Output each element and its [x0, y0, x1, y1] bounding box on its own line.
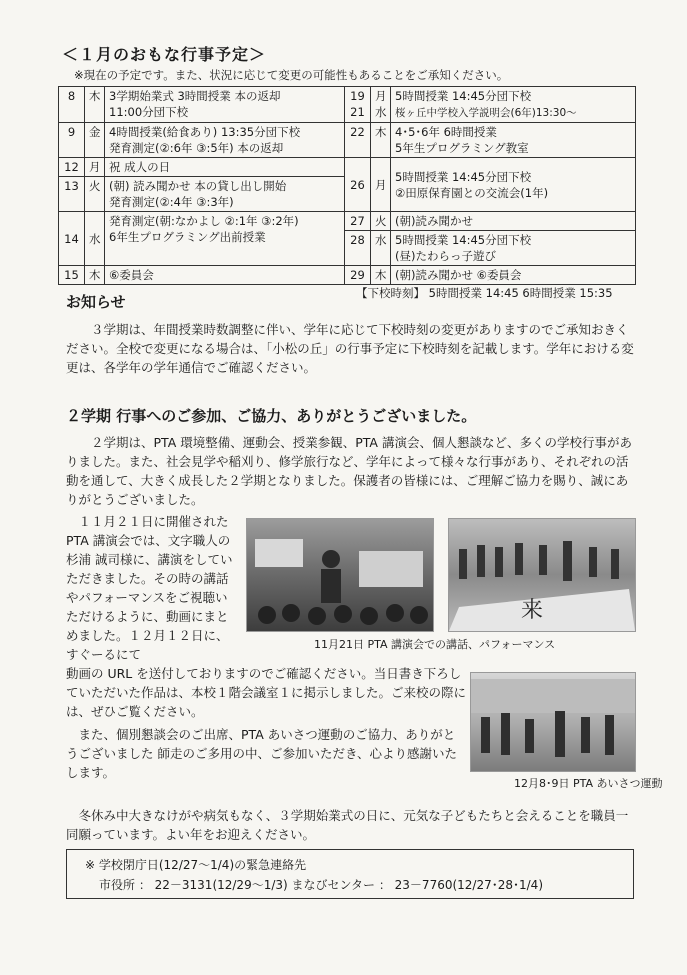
schedule-note: ※現在の予定です。また、状況に応じて変更の可能性もあることをご承知ください。 [74, 68, 509, 82]
performance-photo-image [449, 519, 635, 631]
contact-heading: ※ 学校閉庁日(12/27～1/4)の緊急連絡先 [85, 858, 307, 872]
performance-photo [448, 518, 636, 632]
table-row: 9 金 4時間授業(給食あり) 13:35分団下校 発育測定(②:6年 ③:5年) 本の返却 22 木 4･5･6年 6時間授業 5年生プログラミング教室 [59, 123, 636, 158]
thanks-paragraph-2a: １１月２１日に開催されたPTA 講演会では、文字職人の杉浦 誠司様に、講演をしていただきました。その時の講話やパフォーマンスをご視聴いただけるように、動画にまとめました。１２月１２日に、すぐーるにて [66, 514, 233, 662]
contact-numbers: 市役所 ： 22－3131(12/29～1/3) まなびセンター ： 23－7760(12/27･28･1/4) [99, 878, 543, 892]
notice-title: お知らせ [66, 293, 126, 311]
lecture-caption: 11月21日 PTA 講演会での講話、パフォーマンス [314, 638, 556, 651]
schedule-title: ＜１月のおもな行事予定＞ [62, 45, 267, 64]
thanks-paragraph-1: ２学期は、PTA 環境整備、運動会、授業参観、PTA 講演会、個人懇談など、多くの学校行事がありました。また、社会見学や稲刈り、修学旅行など、学年によって様々な行事があり、それぞれの活動を通して、大きく成長した２学期となりました。保護者の皆様には、ご理解ご協力を賜り、誠にありがとうございました。 [66, 435, 632, 507]
emergency-contact-box [66, 849, 634, 899]
thanks-paragraph-3: また、個別懇談会のご出席、PTA あいさつ運動のご協力、ありがとうございました 師走のご多用の中、ご参加いただき、心より感謝いたします。 [66, 727, 457, 780]
svg-text:来: 来 [521, 598, 544, 623]
table-row: 15 木 ⑥委員会 29 木 (朝)読み聞かせ ⑥委員会 [59, 266, 636, 285]
greeting-caption: 12月8･9日 PTA あいさつ運動 [514, 777, 663, 790]
thanks-paragraph-2b: 動画の URL を送付しておりますのでご確認ください。当日書き下ろしていただいた作品は、本校１階会議室１に掲示しました。ご来校の際には、ぜひご覧ください。 [66, 666, 467, 719]
dismissal-times: 【下校時刻】 5時間授業 14:45 6時間授業 15:35 [356, 286, 613, 300]
table-row: 12 月 祝 成人の日 26 月 5時間授業 14:45分団下校 ②田原保育園との交流会(1年) [59, 158, 636, 177]
greeting-photo-image [471, 673, 635, 771]
table-row: 14 水 発育測定(朝:なかよし ②:1年 ③:2年) 6年生プログラミング出前授業 27 火 (朝)読み聞かせ [59, 212, 636, 231]
notice-body: ３学期は、年間授業時数調整に伴い、学年に応じて下校時刻の変更がありますのでご承知おきください。全校で変更になる場合は、「小松の丘」の行事予定に下校時刻を記載します。学年における変更は、各学年の学年通信でご確認ください。 [66, 322, 634, 375]
lecture-photo-image [247, 519, 433, 631]
table-row: 13 火 (朝) 読み聞かせ 本の貸し出し開始 発育測定(②:4年 ③:3年) [59, 177, 636, 212]
lecture-photo [246, 518, 434, 632]
table-row: 28 水 5時間授業 14:45分団下校 (昼)たわらっ子遊び [59, 231, 636, 266]
closing-message: 冬休み中大きなけがや病気もなく、３学期始業式の日に、元気な子どもたちと会えることを職員一同願っています。よい年をお迎えください。 [66, 808, 629, 842]
schedule-table [58, 86, 636, 285]
thanks-title: ２学期 行事へのご参加、ご協力、ありがとうございました。 [66, 407, 477, 425]
greeting-photo [470, 672, 636, 772]
table-row: 8 木 3学期始業式 3時間授業 本の返却 11:00分団下校 19 21 月 水 5時間授業 14:45分団下校 桜ヶ丘中学校入学説明会(6年)13:30～ [59, 87, 636, 123]
